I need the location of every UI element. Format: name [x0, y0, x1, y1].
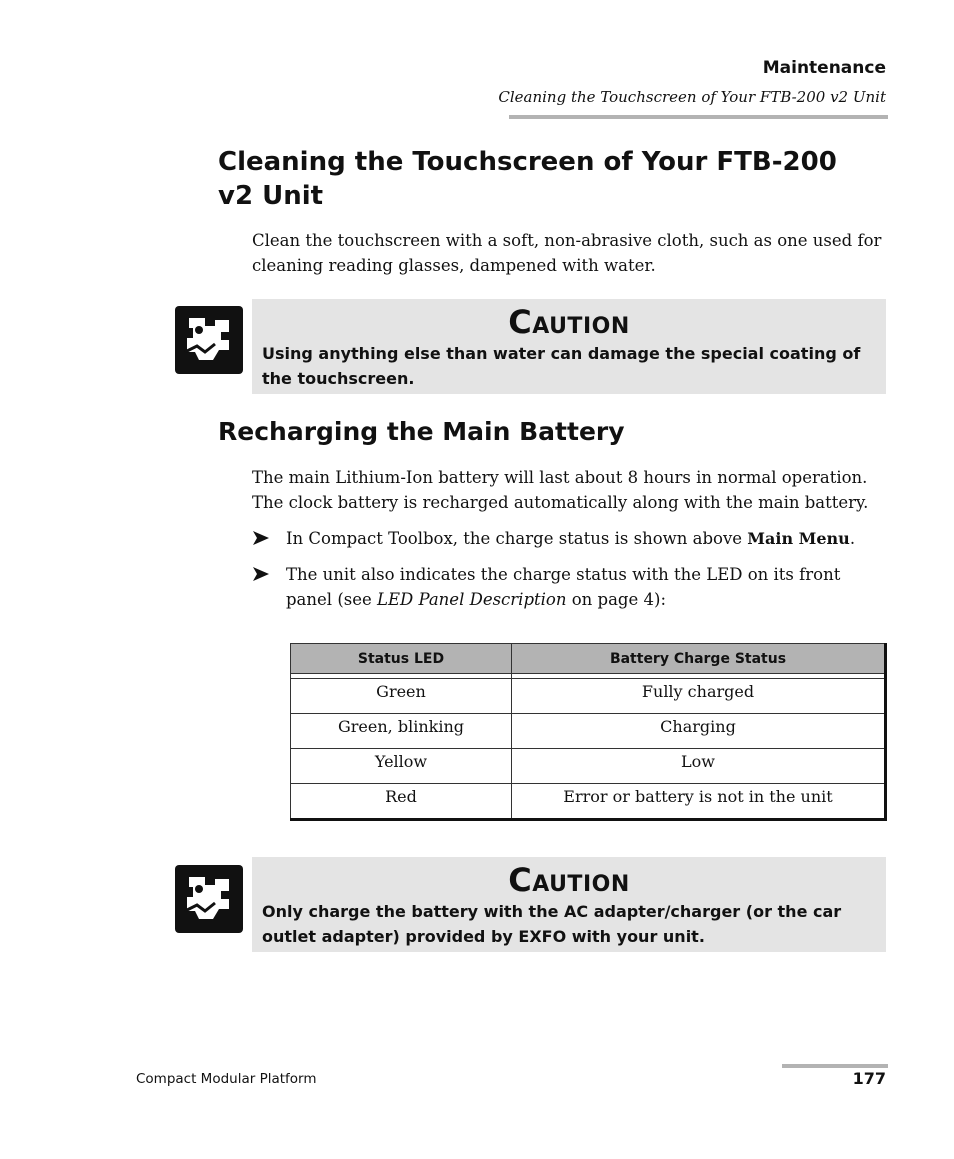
running-header-subsection: Cleaning the Touchscreen of Your FTB-200 v2 Unit	[498, 88, 886, 106]
column-header-charge-status: Battery Charge Status	[512, 644, 886, 674]
table-cell: Low	[512, 749, 886, 784]
caution-text-2: Only charge the battery with the AC adapter/charger (or the car outlet adapter) provided by EXFO with your unit.	[262, 902, 842, 946]
table-cell: Green	[291, 679, 512, 714]
table-row	[291, 679, 886, 714]
caution-box-1	[252, 299, 886, 394]
heading-recharging-battery: Recharging the Main Battery	[218, 417, 625, 446]
caution-title: CAUTION	[508, 861, 630, 899]
table-cell: Error or battery is not in the unit	[512, 784, 886, 820]
bullet-arrow-icon	[252, 529, 270, 547]
bullet-arrow-icon	[252, 565, 270, 583]
cleaning-paragraph: Clean the touchscreen with a soft, non-abrasive cloth, such as one used for cleaning reading glasses, dampened with water.	[252, 231, 882, 275]
caution-box-2	[252, 857, 886, 952]
cross-reference-link[interactable]: LED Panel Description	[377, 590, 567, 609]
running-header-section: Maintenance	[762, 58, 886, 78]
table-row	[291, 714, 886, 749]
caution-title: CAUTION	[508, 303, 630, 341]
table-header-row	[291, 644, 886, 674]
table-cell: Green, blinking	[291, 714, 512, 749]
footer-product-name: Compact Modular Platform	[136, 1071, 317, 1087]
heading-cleaning-touchscreen: Cleaning the Touchscreen of Your FTB-200 v2 Unit	[218, 147, 837, 211]
header-rule	[509, 115, 888, 119]
footer-rule	[782, 1064, 888, 1068]
page-number: 177	[852, 1069, 886, 1088]
table-cell: Red	[291, 784, 512, 820]
battery-paragraph: The main Lithium-Ion battery will last about 8 hours in normal operation. The clock battery is recharged automatically along with the main battery.	[252, 468, 869, 512]
caution-text-1: Using anything else than water can damage the special coating of the touchscreen.	[262, 344, 861, 388]
column-header-status-led: Status LED	[291, 644, 512, 674]
table-row	[291, 784, 886, 820]
battery-status-table	[290, 643, 887, 821]
table-cell: Fully charged	[512, 679, 886, 714]
caution-hand-icon	[175, 306, 243, 374]
table-cell: Charging	[512, 714, 886, 749]
caution-hand-icon	[175, 865, 243, 933]
table-cell: Yellow	[291, 749, 512, 784]
table-row	[291, 749, 886, 784]
